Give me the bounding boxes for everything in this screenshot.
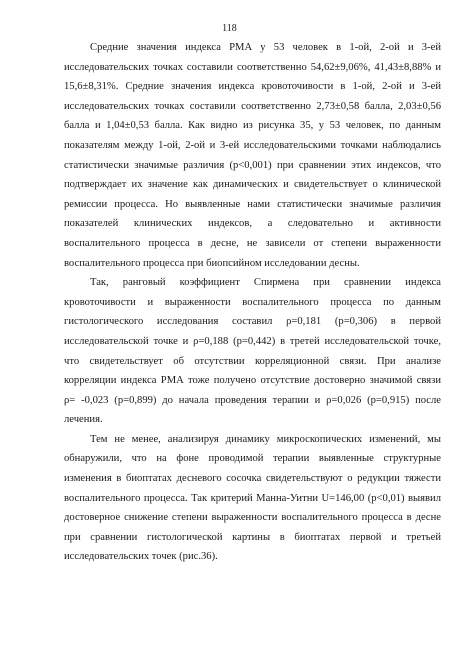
document-body xyxy=(64,38,441,567)
paragraph-microscopic-dynamics: Тем не менее, анализируя динамику микроскопических изменений, мы обнаружили, что на фоне проводимой терапии выявленные структурные изменения в биоптатах десневого сосочка свидетельствуют о редукции тяжести воспалительного процесса. Так критерий Манна-Уитни U=146,00 (р<0,01) выявил достоверное снижение степени выраженности воспалительного процесса в десне при сравнении гистологической картины в биоптатах первой и третьей исследовательских точек (рис.36). xyxy=(64,433,441,563)
paragraph-rma-bleeding-indices: Средние значения индекса РМА у 53 человек в 1-ой, 2-ой и 3-ей исследовательских точках составили соответственно 54,62±9,06%, 41,43±8,88% и 15,6±8,31%. Средние значения индекса кровоточивости в 1-ой, 2-ой и 3-ей исследовательских точках составили соответственно 2,73±0,58 балла, 2,03±0,56 балла и 1,04±0,53 балла. Как видно из рисунка 35, у 53 человек, по данным показателям между 1-ой, 2-ой и 3-ей исследовательскими точками наблюдались статистически значимые различия (р<0,001) при сравнении этих индексов, что подтверждает их значение как динамических и свидетельствует о клинической ремиссии процесса. Но выявленные нами статистически значимые различия показателей клинических индексов, а следовательно и активности воспалительного процесса в десне, не зависели от степени выраженности воспалительного процесса при биопсийном исследовании десны. xyxy=(64,42,441,269)
page-number: 118 xyxy=(222,23,237,34)
paragraph-spearman-correlation: Так, ранговый коэффициент Спирмена при сравнении индекса кровоточивости и выраженности воспалительного процесса по данным гистологического исследования составил ρ=0,181 (р=0,306) в первой исследовательской точке и ρ=0,188 (р=0,442) в третей исследовательской точке, что свидетельствует об отсутствии корреляционной связи. При анализе корреляции индекса РМА тоже получено отсутствие достоверно значимой связи ρ= -0,023 (р=0,899) до начала проведения терапии и ρ=0,026 (р=0,915) после лечения. xyxy=(64,277,441,426)
